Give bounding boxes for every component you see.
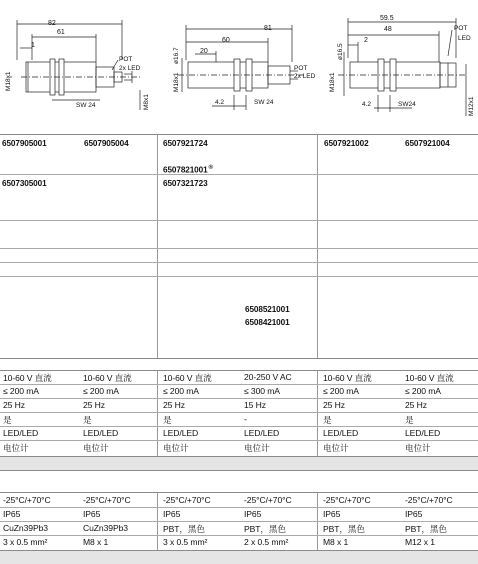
- elec-cell: 是: [3, 415, 12, 425]
- mech-cell: -25°C/+70°C: [163, 495, 211, 505]
- drawing-3-dim-dia: ø16.5: [337, 43, 344, 60]
- part-number: 6507921004: [405, 139, 450, 148]
- table-rule: [0, 262, 478, 263]
- elec-cell: LED/LED: [405, 428, 441, 438]
- elec-cell: 是: [323, 415, 332, 425]
- mech-cell: 3 x 0.5 mm²: [163, 537, 208, 547]
- mech-cell: -25°C/+70°C: [3, 495, 51, 505]
- spec-row-rule: [0, 440, 478, 441]
- drawing-2-label-pot: POT: [294, 65, 308, 72]
- spec-row-rule: [0, 535, 478, 536]
- table-col-divider: [157, 370, 158, 456]
- section-band: [0, 551, 478, 564]
- elec-cell: 15 Hz: [244, 400, 266, 410]
- spec-row-rule: [0, 398, 478, 399]
- drawing-3-dim-m18: M18x1: [329, 72, 336, 92]
- drawing-3-label-pot: POT: [454, 25, 468, 32]
- elec-cell: 电位计: [83, 443, 109, 453]
- elec-cell: 10-60 V 直流: [83, 373, 132, 383]
- table-rule: [0, 456, 478, 457]
- elec-cell: 电位计: [244, 443, 270, 453]
- elec-cell: LED/LED: [244, 428, 280, 438]
- spec-row-rule: [0, 412, 478, 413]
- mech-cell: PBT，黑色: [323, 524, 365, 534]
- drawing-3-dim-m12: M12x1: [468, 96, 475, 116]
- drawing-3-dim-nut: 4.2: [362, 101, 372, 108]
- part-number: 6507921002: [324, 139, 369, 148]
- elec-cell: LED/LED: [3, 428, 39, 438]
- mech-cell: CuZn39Pb3: [3, 523, 48, 533]
- drawing-2-dim-m18: M18x1: [173, 72, 180, 92]
- mech-cell: -25°C/+70°C: [405, 495, 453, 505]
- elec-cell: ≤ 200 mA: [323, 386, 359, 396]
- elec-cell: 电位计: [3, 443, 29, 453]
- mech-cell: IP65: [405, 509, 423, 519]
- table-rule: [0, 492, 478, 493]
- drawing-3-dim-total: 59.5: [380, 15, 394, 22]
- drawing-3-label-led: LED: [458, 35, 471, 42]
- elec-cell: 10-60 V 直流: [405, 373, 454, 383]
- sensor-drawing-2: [158, 0, 318, 130]
- drawing-2-dim-dia: ø16.7: [173, 47, 180, 64]
- mech-cell: M12 x 1: [405, 537, 435, 547]
- table-rule: [0, 370, 478, 371]
- drawing-1-dim-total: 82: [48, 20, 56, 27]
- elec-cell: 是: [83, 415, 92, 425]
- mech-cell: IP65: [244, 509, 262, 519]
- elec-cell: LED/LED: [163, 428, 199, 438]
- part-number: 6507905001: [2, 139, 47, 148]
- table-rule: [0, 276, 478, 277]
- elec-cell: 25 Hz: [163, 400, 185, 410]
- elec-cell: 20-250 V AC: [244, 372, 292, 382]
- mech-cell: PBT，黑色: [163, 524, 205, 534]
- elec-cell: ≤ 200 mA: [83, 386, 119, 396]
- mech-cell: IP65: [3, 509, 21, 519]
- elec-cell: 25 Hz: [323, 400, 345, 410]
- mech-cell: 3 x 0.5 mm²: [3, 537, 48, 547]
- part-number: 6507905004: [84, 139, 129, 148]
- elec-cell: 25 Hz: [3, 400, 25, 410]
- mech-cell: IP65: [83, 509, 101, 519]
- elec-cell: -: [244, 414, 247, 424]
- section-band: [0, 456, 478, 470]
- mech-cell: PBT，黑色: [405, 524, 447, 534]
- elec-cell: 10-60 V 直流: [323, 373, 372, 383]
- spec-row-rule: [0, 507, 478, 508]
- mech-cell: PBT，黑色: [244, 524, 286, 534]
- elec-cell: 10-60 V 直流: [3, 373, 52, 383]
- elec-cell: ≤ 200 mA: [405, 386, 441, 396]
- drawing-1-dim-short: 1: [31, 42, 35, 49]
- table-rule: [0, 174, 478, 175]
- spec-row-rule: [0, 521, 478, 522]
- mech-cell: -25°C/+70°C: [323, 495, 371, 505]
- drawing-1-dim-thread: 61: [57, 29, 65, 36]
- sensor-drawing-3: [318, 0, 478, 130]
- drawing-3-dim-short: 2: [364, 37, 368, 44]
- mech-cell: CuZn39Pb3: [83, 523, 128, 533]
- drawing-1-dim-m8: M8x1: [143, 94, 150, 110]
- elec-cell: 10-60 V 直流: [163, 373, 212, 383]
- part-number: 6507321723: [163, 179, 208, 188]
- drawing-1-dim-m18: M18x1: [5, 71, 12, 91]
- mech-cell: 2 x 0.5 mm²: [244, 537, 289, 547]
- drawing-2-dim-short: 20: [200, 48, 208, 55]
- elec-cell: ≤ 200 mA: [3, 386, 39, 396]
- table-rule: [0, 470, 478, 471]
- mech-cell: -25°C/+70°C: [83, 495, 131, 505]
- sensor-drawing-1: [0, 0, 158, 130]
- table-top-rule: [0, 134, 478, 135]
- elec-cell: 25 Hz: [405, 400, 427, 410]
- table-col-divider-2: [317, 134, 318, 358]
- elec-cell: LED/LED: [83, 428, 119, 438]
- spec-row-rule: [0, 426, 478, 427]
- part-number: 6507305001: [2, 179, 47, 188]
- drawing-2-label-led: 2x LED: [294, 73, 316, 80]
- table-col-divider-1: [157, 134, 158, 358]
- elec-cell: LED/LED: [323, 428, 359, 438]
- elec-cell: ≤ 200 mA: [163, 386, 199, 396]
- mech-cell: M8 x 1: [323, 537, 349, 547]
- drawing-1-label-pot: POT: [119, 56, 133, 63]
- table-rule: [0, 220, 478, 221]
- elec-cell: ≤ 300 mA: [244, 386, 280, 396]
- part-number-sub-mark: ®: [208, 165, 213, 171]
- part-number-sub-value: 6507821001: [163, 165, 208, 175]
- part-number: 6508421001: [245, 318, 290, 327]
- mech-cell: M8 x 1: [83, 537, 109, 547]
- drawing-2-label-wrench: SW 24: [254, 99, 274, 106]
- elec-cell: 是: [163, 415, 172, 425]
- drawing-2-dim-nut: 4.2: [215, 99, 225, 106]
- drawing-1-label-led: 2x LED: [119, 65, 141, 72]
- drawing-1-label-wrench: SW 24: [76, 102, 96, 109]
- table-rule: [0, 248, 478, 249]
- mech-cell: -25°C/+70°C: [244, 495, 292, 505]
- drawing-3-label-wrench: SW24: [398, 101, 416, 108]
- elec-cell: 是: [405, 415, 414, 425]
- mech-cell: IP65: [323, 509, 341, 519]
- table-col-divider: [317, 370, 318, 456]
- drawing-2-dim-thread: 60: [222, 37, 230, 44]
- elec-cell: 电位计: [163, 443, 189, 453]
- elec-cell: 电位计: [405, 443, 431, 453]
- part-number-sub: [163, 165, 213, 175]
- elec-cell: 25 Hz: [83, 400, 105, 410]
- drawing-3-dim-thread: 48: [384, 26, 392, 33]
- table-rule: [0, 358, 478, 359]
- part-number: 6508521001: [245, 305, 290, 314]
- mech-cell: IP65: [163, 509, 181, 519]
- spec-row-rule: [0, 384, 478, 385]
- part-number: 6507921724: [163, 139, 208, 148]
- elec-cell: 电位计: [323, 443, 349, 453]
- drawing-2-dim-total: 81: [264, 25, 272, 32]
